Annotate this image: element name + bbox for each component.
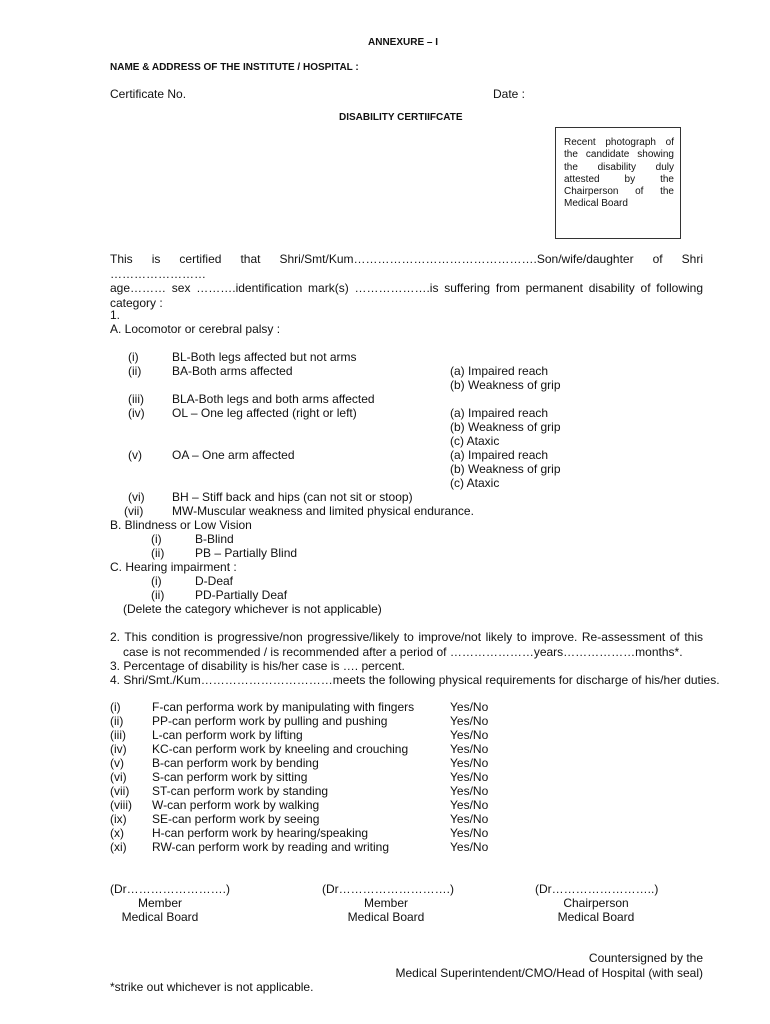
page-title: DISABILITY CERTIIFCATE (339, 112, 463, 123)
point-4: 4. Shri/Smt./Kum……………………………meets the following physical requirements for discharge of his/her duties. (110, 673, 720, 687)
req-num: (iv) (110, 742, 127, 756)
intro-line-1: This is certified that Shri/Smt/Kum……………………………………….Son/wife/daughter of Shri …………………… (110, 252, 703, 281)
countersigned-line-1: Countersigned by the (588, 951, 703, 965)
req-label: F-can performa work by manipulating with fingers (152, 700, 415, 714)
item-num: (ii) (151, 546, 165, 560)
item-mw: MW-Muscular weakness and limited physical endurance. (172, 504, 474, 518)
sub-item: (a) Impaired reach (450, 406, 549, 420)
req-label: SE-can perform work by seeing (152, 812, 320, 826)
point-3: 3. Percentage of disability is his/her case is …. percent. (110, 659, 405, 673)
item-bl: BL-Both legs affected but not arms (172, 350, 357, 364)
sub-item: (c) Ataxic (450, 476, 500, 490)
blindness-heading: B. Blindness or Low Vision (110, 518, 252, 532)
item-num: (vii) (124, 504, 144, 518)
req-label: PP-can perform work by pulling and pushing (152, 714, 388, 728)
institute-label: NAME & ADDRESS OF THE INSTITUTE / HOSPITAL : (110, 62, 359, 73)
sub-item: (b) Weakness of grip (450, 462, 561, 476)
item-num: (v) (128, 448, 142, 462)
delete-note: (Delete the category whichever is not applicable) (123, 602, 382, 616)
countersigned-line-2: Medical Superintendent/CMO/Head of Hospital (with seal) (395, 966, 703, 980)
req-answer: Yes/No (450, 826, 489, 840)
req-num: (vi) (110, 770, 127, 784)
item-num: (ii) (151, 588, 165, 602)
signature-board: Medical Board (347, 910, 425, 924)
req-num: (i) (110, 700, 121, 714)
req-num: (ix) (110, 812, 127, 826)
signature-block-1 (80, 882, 240, 924)
req-label: L-can perform work by lifting (152, 728, 303, 742)
item-num: (vi) (128, 490, 145, 504)
item-num: (i) (151, 574, 162, 588)
item-num: (ii) (128, 364, 142, 378)
req-label: H-can perform work by hearing/speaking (152, 826, 369, 840)
certificate-no: Certificate No. (110, 87, 187, 101)
req-num: (vii) (110, 784, 130, 798)
item-oa: OA – One arm affected (172, 448, 295, 462)
signature-block-3 (516, 882, 676, 924)
req-answer: Yes/No (450, 714, 489, 728)
item-ol: OL – One leg affected (right or left) (172, 406, 357, 420)
req-answer: Yes/No (450, 700, 489, 714)
req-label: B-can perform work by bending (152, 756, 319, 770)
item-num: (i) (128, 350, 139, 364)
hearing-heading: C. Hearing impairment : (110, 560, 237, 574)
item-ba: BA-Both arms affected (172, 364, 293, 378)
signature-name: (Dr…………………….) (110, 882, 230, 896)
req-num: (ii) (110, 714, 124, 728)
sub-item: (a) Impaired reach (450, 448, 549, 462)
req-answer: Yes/No (450, 784, 489, 798)
point-2-line-2: case is not recommended / is recommended after a period of …………………years………………months*. (123, 644, 683, 659)
intro-line-3: category : (110, 295, 163, 310)
sub-item: (a) Impaired reach (450, 364, 549, 378)
item-pd: PD-Partially Deaf (195, 588, 288, 602)
signature-name: (Dr……………………..) (535, 882, 659, 896)
req-num: (xi) (110, 840, 127, 854)
item-num: (iii) (128, 392, 144, 406)
req-label: ST-can perform work by standing (152, 784, 329, 798)
req-answer: Yes/No (450, 840, 489, 854)
item-num: (iv) (128, 406, 145, 420)
req-label: RW-can perform work by reading and writing (152, 840, 389, 854)
signature-board: Medical Board (557, 910, 635, 924)
req-answer: Yes/No (450, 742, 489, 756)
photo-box (555, 127, 681, 239)
intro-line-2: age……… sex ……….identification mark(s) ……………….is suffering from permanent disability of following (110, 281, 703, 295)
annexure-label: ANNEXURE – I (368, 37, 439, 48)
section-1-number: 1. (110, 308, 121, 322)
req-answer: Yes/No (450, 812, 489, 826)
item-d-deaf: D-Deaf (195, 574, 234, 588)
sub-item: (b) Weakness of grip (450, 420, 561, 434)
date-label: Date : (493, 87, 526, 101)
signature-role: Chairperson (563, 896, 629, 910)
sub-item: (c) Ataxic (450, 434, 500, 448)
intro-paragraph (110, 252, 703, 310)
req-num: (x) (110, 826, 124, 840)
signature-board: Medical Board (121, 910, 199, 924)
footnote: *strike out whichever is not applicable. (110, 980, 314, 994)
signature-role: Member (363, 896, 408, 910)
point-2 (110, 630, 703, 659)
item-bh: BH – Stiff back and hips (can not sit or stoop) (172, 490, 413, 504)
req-label: S-can perform work by sitting (152, 770, 308, 784)
req-num: (v) (110, 756, 124, 770)
item-num: (i) (151, 532, 162, 546)
signature-role: Member (137, 896, 182, 910)
req-num: (iii) (110, 728, 126, 742)
point-2-line-1: 2. This condition is progressive/non progressive/likely to improve/not likely to improve. Re-assessment of this (110, 630, 703, 644)
signature-block-2 (306, 882, 466, 924)
req-answer: Yes/No (450, 770, 489, 784)
photo-instruction: Recent photograph of the candidate showing the disability duly attested by the Chairperson of the Medical Board (564, 137, 674, 210)
item-b-blind: B-Blind (195, 532, 234, 546)
req-num: (viii) (110, 798, 132, 812)
req-answer: Yes/No (450, 798, 489, 812)
req-answer: Yes/No (450, 756, 489, 770)
req-label: W-can perform work by walking (152, 798, 320, 812)
sub-item: (b) Weakness of grip (450, 378, 561, 392)
req-label: KC-can perform work by kneeling and crouching (152, 742, 409, 756)
signature-name: (Dr……………………….) (322, 882, 454, 896)
locomotor-heading: A. Locomotor or cerebral palsy : (110, 322, 281, 336)
item-bla: BLA-Both legs and both arms affected (172, 392, 375, 406)
item-pb: PB – Partially Blind (195, 546, 298, 560)
req-answer: Yes/No (450, 728, 489, 742)
